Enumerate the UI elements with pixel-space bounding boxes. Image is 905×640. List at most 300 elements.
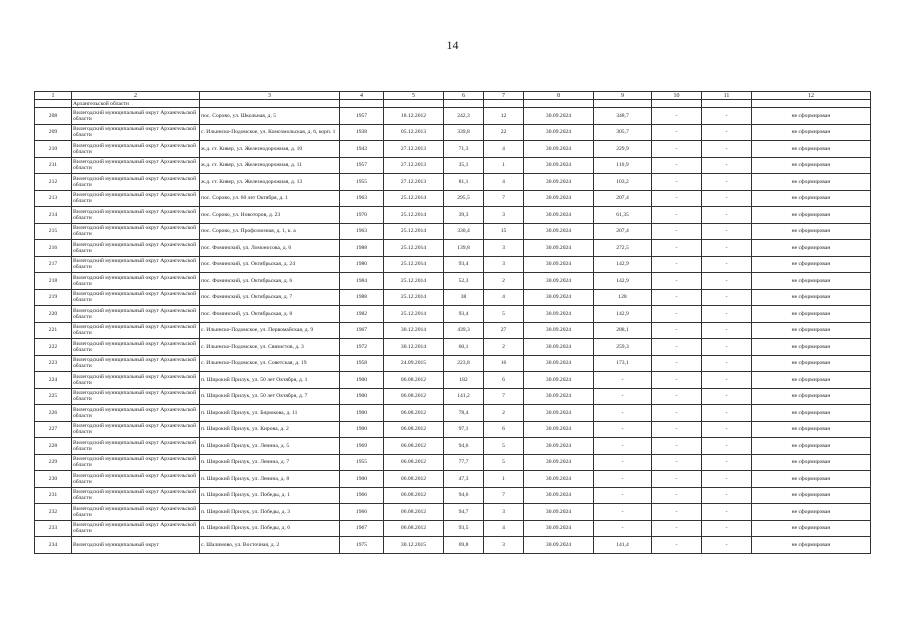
table-cell: -: [702, 487, 752, 504]
column-header: 9: [594, 92, 652, 100]
table-cell: -: [702, 322, 752, 339]
table-cell: -: [702, 339, 752, 356]
table-cell: -: [594, 504, 652, 521]
table-cell: 220: [35, 306, 72, 323]
table-cell: 1943: [340, 141, 384, 158]
table-cell: не сформирован: [752, 537, 871, 554]
table-cell: 25.12.2014: [384, 207, 444, 224]
table-cell: пос. Фоминский, ул. Ломоносова, д. 6: [200, 240, 340, 257]
table-cell: не сформирован: [752, 223, 871, 240]
table-cell: 30.09.2024: [524, 372, 594, 389]
table-cell: [35, 100, 72, 108]
page-number: 14: [446, 38, 459, 52]
table-cell: 30.09.2024: [524, 421, 594, 438]
table-cell: 141,2: [444, 388, 484, 405]
table-cell: 1982: [340, 306, 384, 323]
table-row: [35, 273, 871, 290]
table-cell: -: [702, 289, 752, 306]
table-cell: 231: [35, 487, 72, 504]
table-cell: п. Широкий Прилук, ул. 50 лет Октября, д. 1: [200, 372, 340, 389]
table-cell: Вилегодский муниципальный округ Архангельской области: [72, 223, 200, 240]
table-cell: 1957: [340, 108, 384, 125]
table-cell: 330,4: [444, 223, 484, 240]
table-cell: не сформирован: [752, 388, 871, 405]
table-cell: пос. Фоминский, ул. Октябрьская, д. 7: [200, 289, 340, 306]
table-cell: не сформирован: [752, 157, 871, 174]
table-cell: не сформирован: [752, 454, 871, 471]
table-row: [35, 487, 871, 504]
table-cell: [200, 100, 340, 108]
table-cell: -: [702, 520, 752, 537]
table-cell: 27.12.2013: [384, 174, 444, 191]
table-cell: -: [702, 454, 752, 471]
table-cell: -: [702, 174, 752, 191]
table-row: [35, 438, 871, 455]
table-cell: -: [702, 141, 752, 158]
table-cell: 25.12.2014: [384, 289, 444, 306]
table-cell: -: [652, 190, 702, 207]
table-cell: не сформирован: [752, 355, 871, 372]
table-cell: ж.д. ст. Кивер, ул. Железнодорожная, д. 11: [200, 157, 340, 174]
table-cell: 38: [444, 289, 484, 306]
table-cell: [384, 100, 444, 108]
table-row: [35, 256, 871, 273]
table-cell: 27: [484, 322, 524, 339]
table-cell: 30.09.2024: [524, 471, 594, 488]
table-cell: 215: [35, 223, 72, 240]
table-cell: Вилегодский муниципальный округ Архангельской области: [72, 355, 200, 372]
table-cell: 233: [35, 520, 72, 537]
table-cell: 25.12.2014: [384, 306, 444, 323]
table-cell: 05.12.2013: [384, 124, 444, 141]
table-cell: 39,3: [444, 207, 484, 224]
table-cell: 77,7: [444, 454, 484, 471]
table-cell: 30.09.2024: [524, 355, 594, 372]
table-cell: -: [702, 256, 752, 273]
table-cell: ж.д. ст. Кивер, ул. Железнодорожная, д. 10: [200, 141, 340, 158]
table-cell: 27.12.2013: [384, 157, 444, 174]
table-cell: [652, 100, 702, 108]
table-cell: 1969: [340, 438, 384, 455]
table-cell: 25.12.2014: [384, 190, 444, 207]
table-cell: пос. Фоминский, ул. Октябрьская, д. 6: [200, 273, 340, 290]
table-cell: 1975: [340, 537, 384, 554]
table-cell: п. Широкий Прилук, ул. Победы, д. 1: [200, 487, 340, 504]
table-cell: с. Шалимово, ул. Восточная, д. 2: [200, 537, 340, 554]
table-cell: 06.08.2012: [384, 471, 444, 488]
table-cell: Вилегодский муниципальный округ Архангельской области: [72, 471, 200, 488]
table-cell: 213: [35, 190, 72, 207]
table-cell: 78,4: [444, 405, 484, 422]
table-cell: 295,5: [444, 190, 484, 207]
table-cell: 25.12.2014: [384, 240, 444, 257]
table-cell: Вилегодский муниципальный округ Архангельской области: [72, 405, 200, 422]
table-cell: 3: [484, 240, 524, 257]
table-row: [35, 157, 871, 174]
table-cell: Вилегодский муниципальный округ Архангельской области: [72, 322, 200, 339]
table-cell: 225: [35, 388, 72, 405]
table-cell: п. Широкий Прилук, ул. 50 лет Октября, д. 7: [200, 388, 340, 405]
table-cell: 30.09.2024: [524, 240, 594, 257]
table-cell: 1900: [340, 372, 384, 389]
table-cell: п. Широкий Прилук, ул. Ленина, д. 5: [200, 438, 340, 455]
table-cell: -: [652, 454, 702, 471]
table-row: [35, 240, 871, 257]
table-cell: с. Ильинско-Подомское, ул. Комсомольская, д. 6, корп. 1: [200, 124, 340, 141]
table-row: [35, 322, 871, 339]
table-cell: 223: [35, 355, 72, 372]
table-cell: не сформирован: [752, 273, 871, 290]
table-cell: не сформирован: [752, 207, 871, 224]
table-cell: -: [702, 207, 752, 224]
table-cell: 52,3: [444, 273, 484, 290]
table-cell: Вилегодский муниципальный округ Архангельской области: [72, 487, 200, 504]
table-cell: 348,7: [594, 108, 652, 125]
table-cell: 06.08.2012: [384, 405, 444, 422]
column-header: 4: [340, 92, 384, 100]
table-cell: Вилегодский муниципальный округ Архангельской области: [72, 454, 200, 471]
table-cell: 25.12.2014: [384, 223, 444, 240]
table-cell: 272,5: [594, 240, 652, 257]
table-cell: 141,4: [594, 537, 652, 554]
table-cell: 3: [484, 256, 524, 273]
table-cell: пос. Фоминский, ул. Октябрьская, д. 8: [200, 306, 340, 323]
table-cell: 228: [35, 438, 72, 455]
table-cell: 3: [484, 504, 524, 521]
table-cell: 1967: [340, 520, 384, 537]
table-cell: 305,7: [594, 124, 652, 141]
table-cell: 1988: [340, 240, 384, 257]
table-cell: не сформирован: [752, 405, 871, 422]
table-cell: 30.09.2024: [524, 322, 594, 339]
table-cell: Вилегодский муниципальный округ Архангельской области: [72, 289, 200, 306]
table-cell: -: [702, 471, 752, 488]
table-cell: 232: [35, 504, 72, 521]
table-cell: 25.12.2014: [384, 256, 444, 273]
table-cell: -: [652, 141, 702, 158]
table-cell: [594, 100, 652, 108]
table-cell: Вилегодский муниципальный округ Архангельской области: [72, 438, 200, 455]
table-cell: с. Ильинско-Подомское, ул. Советская, д. 19: [200, 355, 340, 372]
table-cell: -: [594, 372, 652, 389]
table-cell: не сформирован: [752, 372, 871, 389]
table-cell: [444, 100, 484, 108]
table-cell: -: [594, 520, 652, 537]
table-cell: -: [652, 405, 702, 422]
table-cell: 142,9: [594, 273, 652, 290]
table-cell: -: [652, 306, 702, 323]
table-cell: 1900: [340, 471, 384, 488]
table-cell: 1900: [340, 388, 384, 405]
table-row: [35, 141, 871, 158]
table-cell: 219: [35, 289, 72, 306]
table-cell: 2: [484, 273, 524, 290]
table-cell: 1970: [340, 207, 384, 224]
table-cell: -: [652, 322, 702, 339]
housing-table-container: [34, 91, 870, 554]
table-cell: не сформирован: [752, 256, 871, 273]
table-cell: 35,1: [444, 157, 484, 174]
table-cell: 93,4: [444, 306, 484, 323]
table-row: [35, 355, 871, 372]
table-cell: пос. Сорово, ул. Профсоюзная, д. 1, к. а: [200, 223, 340, 240]
table-cell: 30.09.2024: [524, 124, 594, 141]
table-row: [35, 520, 871, 537]
table-cell: 223,8: [444, 355, 484, 372]
table-cell: -: [652, 537, 702, 554]
table-cell: Вилегодский муниципальный округ Архангельской области: [72, 207, 200, 224]
table-cell: Вилегодский муниципальный округ Архангельской области: [72, 520, 200, 537]
table-cell: -: [594, 454, 652, 471]
table-cell: 222: [35, 339, 72, 356]
table-cell: п. Широкий Прилук, ул. Победы, д. 6: [200, 520, 340, 537]
table-cell: 60,1: [444, 339, 484, 356]
table-cell: -: [702, 157, 752, 174]
table-cell: 47,3: [444, 471, 484, 488]
table-cell: 18.12.2012: [384, 108, 444, 125]
column-header: 12: [752, 92, 871, 100]
table-cell: 06.08.2012: [384, 520, 444, 537]
table-row: [35, 108, 871, 125]
table-cell: 3: [484, 207, 524, 224]
table-cell: Вилегодский муниципальный округ Архангельской области: [72, 421, 200, 438]
table-cell: 7: [484, 190, 524, 207]
table-row: [35, 372, 871, 389]
table-cell: 30.09.2024: [524, 487, 594, 504]
table-cell: 30.09.2024: [524, 537, 594, 554]
table-cell: -: [652, 504, 702, 521]
table-cell: 182: [444, 372, 484, 389]
table-cell: Вилегодский муниципальный округ Архангельской области: [72, 108, 200, 125]
table-cell: 61,35: [594, 207, 652, 224]
table-cell: -: [652, 520, 702, 537]
table-cell: 7: [484, 487, 524, 504]
table-cell: -: [652, 388, 702, 405]
table-cell: 1980: [340, 256, 384, 273]
table-cell: 94,6: [444, 487, 484, 504]
table-row: [35, 306, 871, 323]
table-cell: -: [652, 157, 702, 174]
table-cell: 229: [35, 454, 72, 471]
table-cell: 209: [35, 124, 72, 141]
table-cell: [524, 100, 594, 108]
table-cell: 30.09.2024: [524, 504, 594, 521]
table-cell: -: [594, 421, 652, 438]
table-cell: 212: [35, 174, 72, 191]
table-cell: 30.12.2015: [384, 537, 444, 554]
table-cell: 1955: [340, 454, 384, 471]
table-cell: -: [702, 190, 752, 207]
table-cell: -: [652, 421, 702, 438]
table-cell: 1966: [340, 487, 384, 504]
table-row: [35, 124, 871, 141]
table-cell: 97,1: [444, 421, 484, 438]
table-cell: Вилегодский муниципальный округ Архангельской области: [72, 372, 200, 389]
table-cell: 210: [35, 141, 72, 158]
table-cell: [484, 100, 524, 108]
table-cell: с. Ильинско-Подомское, ул. Связистов, д. 3: [200, 339, 340, 356]
housing-table: [34, 91, 871, 554]
table-cell: -: [652, 174, 702, 191]
table-cell: Вилегодский муниципальный округ Архангельской области: [72, 141, 200, 158]
table-cell: [752, 100, 871, 108]
table-cell: [340, 100, 384, 108]
table-cell: 6: [484, 372, 524, 389]
table-cell: -: [702, 537, 752, 554]
column-header: 7: [484, 92, 524, 100]
table-cell: не сформирован: [752, 471, 871, 488]
table-cell: не сформирован: [752, 487, 871, 504]
table-cell: 12: [484, 108, 524, 125]
table-cell: 128: [594, 289, 652, 306]
table-cell: 218: [35, 273, 72, 290]
table-cell: 339,8: [444, 124, 484, 141]
table-cell: 1972: [340, 339, 384, 356]
column-header: 11: [702, 92, 752, 100]
column-header: 10: [652, 92, 702, 100]
table-cell: -: [652, 240, 702, 257]
table-cell: 30.09.2024: [524, 454, 594, 471]
table-cell: 06.08.2012: [384, 504, 444, 521]
table-cell: 439,3: [444, 322, 484, 339]
table-cell: 2: [484, 405, 524, 422]
table-cell: Вилегодский муниципальный округ Архангельской области: [72, 339, 200, 356]
table-cell: 27.12.2013: [384, 141, 444, 158]
table-cell: Вилегодский муниципальный округ Архангельской области: [72, 504, 200, 521]
table-cell: 1900: [340, 421, 384, 438]
table-cell: Вилегодский муниципальный округ Архангельской области: [72, 157, 200, 174]
table-cell: 30.09.2024: [524, 405, 594, 422]
table-cell: 30.09.2024: [524, 256, 594, 273]
table-cell: не сформирован: [752, 438, 871, 455]
table-row: [35, 339, 871, 356]
table-cell: 230: [35, 471, 72, 488]
table-cell: Вилегодский муниципальный округ: [72, 537, 200, 554]
table-cell: -: [702, 355, 752, 372]
table-cell: 207,4: [594, 190, 652, 207]
table-cell: с. Ильинско-Подомское, ул. Первомайская, д. 9: [200, 322, 340, 339]
table-cell: -: [594, 405, 652, 422]
table-cell: -: [702, 504, 752, 521]
table-cell: 4: [484, 141, 524, 158]
table-cell: -: [652, 289, 702, 306]
table-cell: -: [652, 487, 702, 504]
table-cell: 1957: [340, 157, 384, 174]
table-cell: пос. Сорово, ул. Новоторов, д. 23: [200, 207, 340, 224]
table-cell: 2: [484, 339, 524, 356]
table-cell: 224: [35, 372, 72, 389]
table-cell: 15: [484, 223, 524, 240]
table-cell: 103,2: [594, 174, 652, 191]
table-cell: не сформирован: [752, 240, 871, 257]
table-row: [35, 471, 871, 488]
table-cell: 30.09.2024: [524, 289, 594, 306]
table-cell: не сформирован: [752, 421, 871, 438]
table-cell: 1900: [340, 405, 384, 422]
table-body: [35, 92, 871, 554]
continued-row: [35, 100, 871, 108]
table-cell: п. Широкий Прилук, ул. Ленина, д. 8: [200, 471, 340, 488]
table-cell: 142,9: [594, 306, 652, 323]
table-cell: не сформирован: [752, 190, 871, 207]
table-cell: -: [594, 438, 652, 455]
table-cell: 139,8: [444, 240, 484, 257]
table-cell: Архангельской области: [72, 100, 200, 108]
table-cell: 173,1: [594, 355, 652, 372]
table-cell: 30.09.2024: [524, 207, 594, 224]
table-cell: 227: [35, 421, 72, 438]
table-cell: 69,8: [444, 537, 484, 554]
table-cell: -: [702, 438, 752, 455]
table-cell: -: [652, 108, 702, 125]
table-cell: -: [652, 438, 702, 455]
table-cell: п. Широкий Прилук, ул. Победы, д. 3: [200, 504, 340, 521]
table-cell: -: [702, 240, 752, 257]
table-cell: 30.09.2024: [524, 520, 594, 537]
table-cell: 06.08.2012: [384, 454, 444, 471]
table-cell: 06.08.2012: [384, 487, 444, 504]
table-cell: 25.12.2014: [384, 273, 444, 290]
table-cell: 30.09.2024: [524, 339, 594, 356]
table-cell: 06.08.2012: [384, 372, 444, 389]
table-cell: Вилегодский муниципальный округ Архангельской области: [72, 273, 200, 290]
table-row: [35, 504, 871, 521]
table-cell: 1958: [340, 355, 384, 372]
table-cell: -: [652, 223, 702, 240]
table-cell: -: [702, 273, 752, 290]
table-cell: -: [652, 124, 702, 141]
table-cell: 30.09.2024: [524, 273, 594, 290]
table-cell: 214: [35, 207, 72, 224]
table-cell: 288,1: [594, 322, 652, 339]
table-cell: не сформирован: [752, 520, 871, 537]
table-cell: 259,3: [594, 339, 652, 356]
table-cell: Вилегодский муниципальный округ Архангельской области: [72, 190, 200, 207]
table-cell: 93,5: [444, 520, 484, 537]
table-cell: 71,3: [444, 141, 484, 158]
table-cell: -: [594, 388, 652, 405]
table-row: [35, 190, 871, 207]
table-cell: 4: [484, 174, 524, 191]
table-cell: 06.08.2012: [384, 438, 444, 455]
table-cell: -: [652, 256, 702, 273]
table-cell: -: [702, 108, 752, 125]
table-cell: 1967: [340, 322, 384, 339]
table-cell: -: [702, 223, 752, 240]
table-cell: 30.09.2024: [524, 190, 594, 207]
table-cell: не сформирован: [752, 289, 871, 306]
table-row: [35, 289, 871, 306]
table-cell: 234: [35, 537, 72, 554]
table-cell: 207,4: [594, 223, 652, 240]
table-cell: 30.09.2024: [524, 157, 594, 174]
table-row: [35, 388, 871, 405]
table-cell: 208: [35, 108, 72, 125]
table-cell: Вилегодский муниципальный округ Архангельской области: [72, 306, 200, 323]
table-cell: -: [652, 471, 702, 488]
table-cell: 30.12.2014: [384, 339, 444, 356]
table-cell: 5: [484, 438, 524, 455]
table-cell: 16: [484, 355, 524, 372]
table-cell: 30.09.2024: [524, 141, 594, 158]
table-cell: 4: [484, 520, 524, 537]
table-row: [35, 174, 871, 191]
table-cell: Вилегодский муниципальный округ Архангельской области: [72, 256, 200, 273]
table-cell: не сформирован: [752, 174, 871, 191]
table-cell: 30.09.2024: [524, 174, 594, 191]
table-cell: Вилегодский муниципальный округ Архангельской области: [72, 124, 200, 141]
table-cell: 211: [35, 157, 72, 174]
